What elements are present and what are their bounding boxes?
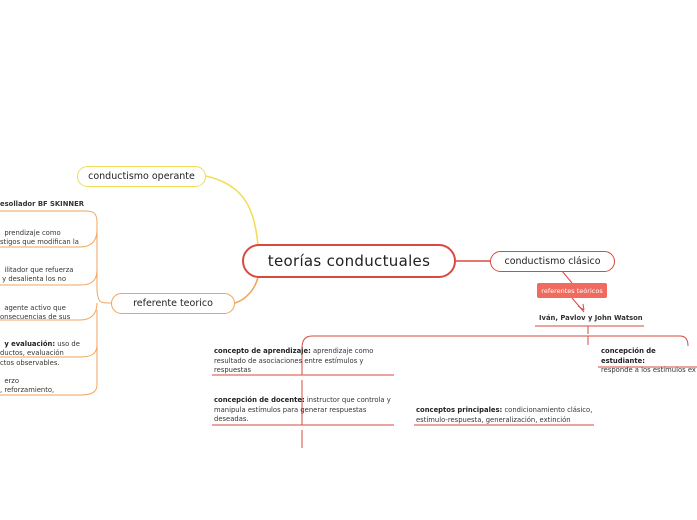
aprendizaje-label: concepto de aprendizaje: bbox=[214, 347, 311, 355]
principales-text: condicionamiento clásico, estímulo-respuesta, generalización, extinción bbox=[416, 406, 593, 424]
tag-referentes-teoricos[interactable] bbox=[537, 283, 607, 298]
docente-label: concepción de docente: bbox=[214, 396, 305, 404]
subtopic-ref-3[interactable] bbox=[0, 294, 70, 323]
authors-label: Iván, Pavlov y John Watson bbox=[539, 314, 643, 322]
ref-4-label: y evaluación: bbox=[4, 339, 56, 348]
principales-label: conceptos principales: bbox=[416, 406, 503, 414]
subtopic-concepcion-docente[interactable] bbox=[214, 396, 394, 425]
central-topic[interactable] bbox=[242, 244, 456, 278]
aprendizaje-text: aprendizaje como resultado de asociaciones entre estímulos y respuestas bbox=[214, 347, 374, 374]
ref-5-text: erzo , reforzamiento, bbox=[0, 376, 55, 394]
subtopic-ref-5[interactable] bbox=[0, 367, 54, 396]
skinner-label: esollador BF SKINNER bbox=[0, 200, 84, 208]
docente-text: instructor que controla y manipula estímulos para generar respuestas deseadas. bbox=[214, 396, 391, 423]
tag-label: referentes teóricos bbox=[541, 286, 603, 295]
subtopic-concepcion-estudiante[interactable] bbox=[601, 347, 697, 376]
topic-conductismo-operante[interactable] bbox=[77, 166, 206, 187]
topic-label: referente teorico bbox=[133, 298, 213, 309]
estudiante-label: concepción de estudiante: bbox=[601, 347, 656, 365]
subtopic-ref-1[interactable] bbox=[0, 219, 79, 248]
topic-conductismo-clasico[interactable] bbox=[490, 251, 615, 272]
central-topic-label: teorías conductuales bbox=[267, 252, 431, 270]
topic-referente-teorico[interactable] bbox=[111, 293, 235, 314]
topic-label: conductismo operante bbox=[88, 171, 195, 182]
subtopic-skinner[interactable] bbox=[0, 200, 84, 210]
subtopic-authors[interactable] bbox=[539, 314, 643, 324]
subtopic-concepto-aprendizaje[interactable] bbox=[214, 347, 392, 376]
subtopic-ref-2[interactable] bbox=[0, 256, 73, 285]
ref-4-text: y evaluación: uso de ductos, evaluación ctos observables. bbox=[0, 339, 80, 367]
estudiante-text: responde a los estímulos ex bbox=[601, 366, 696, 374]
subtopic-ref-4[interactable] bbox=[0, 330, 80, 368]
topic-label: conductismo clásico bbox=[504, 256, 601, 267]
ref-3-text: agente activo que onsecuencias de sus bbox=[0, 303, 71, 321]
subtopic-conceptos-principales[interactable] bbox=[416, 406, 596, 425]
ref-1-text: prendizaje como stigos que modifican la bbox=[0, 228, 79, 246]
ref-2-text: ilitador que refuerza y desalienta los no bbox=[2, 265, 74, 283]
